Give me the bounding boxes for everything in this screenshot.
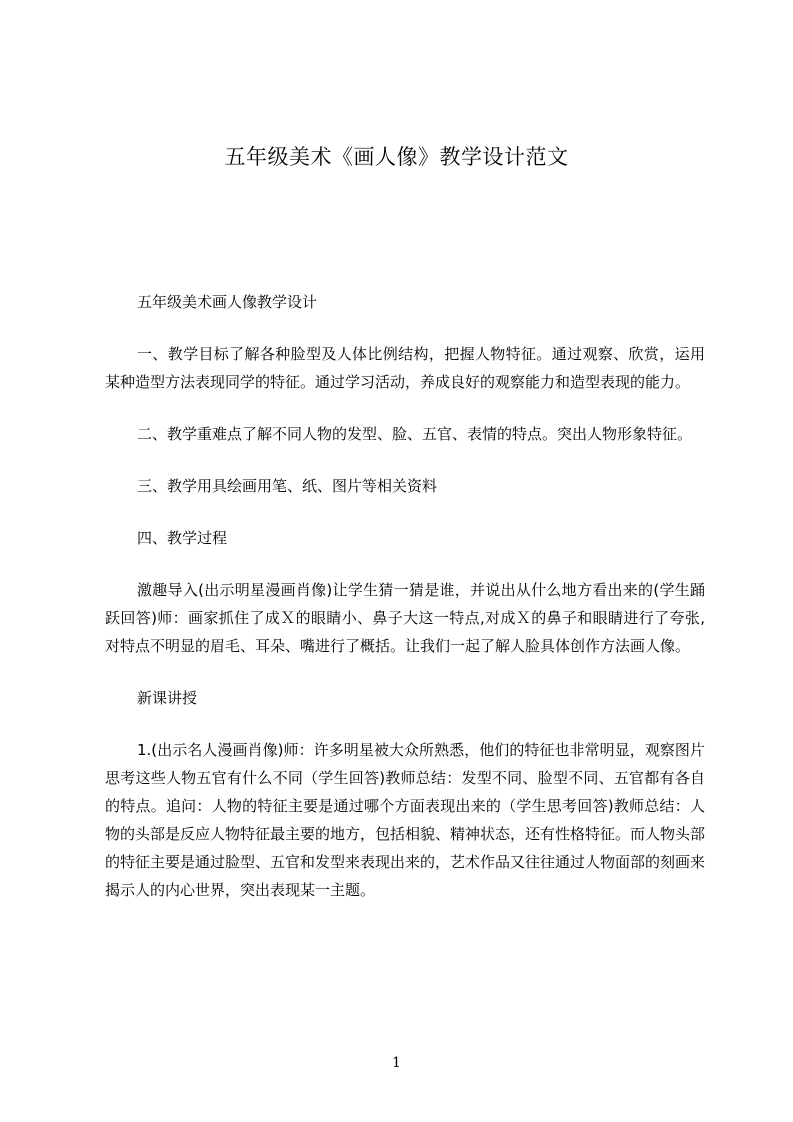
paragraph-key-difficulties: 二、教学重难点了解不同人物的发型、脸、五官、表情的特点。突出人物形象特征。 <box>137 425 693 443</box>
page-number: 1 <box>392 1055 401 1071</box>
paragraph-lesson-detail: 1.(出示名人漫画肖像)师：许多明星被大众所熟悉，他们的特征也非常明显，观察图片思考这些人物五官有什么不同（学生回答)教师总结：发型不同、脸型不同、五官都有各自的特点。追问：人物的特征主要是通过哪个方面表现出来的（学生思考回答)教师总结：人物的头部是反应人物特征最主要的地方，包括相貌、精神状态，还有性格特征。而人物头部的特征主要是通过脸型、五官和发型来表现出来的，艺术作品又往往通过人物面部的刻画来揭示人的内心世界，突出表现某一主题。 <box>105 741 706 899</box>
paragraph-teaching-process: 四、教学过程 <box>137 529 228 547</box>
document-title: 五年级美术《画人像》教学设计范文 <box>224 145 569 169</box>
paragraph-new-lesson: 新课讲授 <box>137 689 198 707</box>
document-body <box>105 288 705 904</box>
section-heading: 五年级美术画人像教学设计 <box>137 293 318 311</box>
paragraph-introduction: 激趣导入(出示明星漫画肖像)让学生猜一猜是谁，并说出从什么地方看出来的(学生踊跃回答)师：画家抓住了成Ｘ的眼睛小、鼻子大这一特点,对成Ｘ的鼻子和眼睛进行了夸张,对特点不明显的眉毛、耳朵、嘴进行了概括。让我们一起了解人脸具体创作方法画人像。 <box>105 581 705 655</box>
paragraph-teaching-tools: 三、教学用具绘画用笔、纸、图片等相关资料 <box>137 477 438 495</box>
paragraph-teaching-goals: 一、教学目标了解各种脸型及人体比例结构，把握人物特征。通过观察、欣赏，运用某种造型方法表现同学的特征。通过学习活动，养成良好的观察能力和造型表现的能力。 <box>105 345 705 391</box>
